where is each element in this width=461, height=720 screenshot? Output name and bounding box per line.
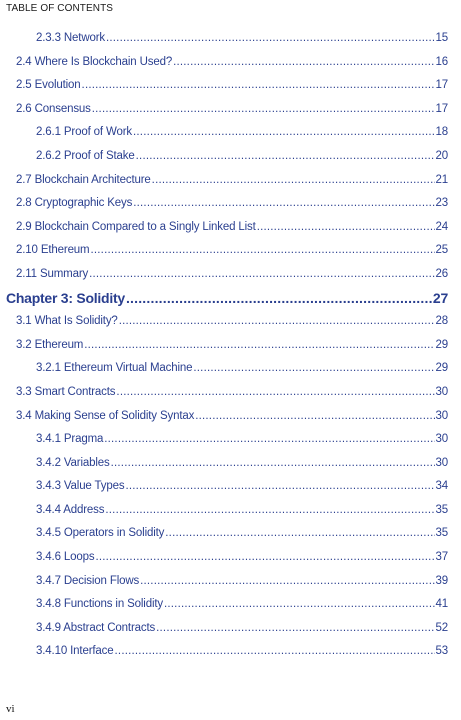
toc-dot-leader [84, 339, 434, 351]
toc-dot-leader [89, 268, 434, 280]
toc-entry-link[interactable] [16, 315, 448, 327]
toc-entry-page: 37 [435, 551, 448, 564]
toc-entry-page: 24 [435, 220, 448, 233]
toc-entry[interactable] [0, 453, 461, 477]
toc-entry-title: 3.3 Smart Contracts [16, 385, 116, 398]
toc-entry[interactable] [0, 99, 461, 123]
toc-entry[interactable] [0, 500, 461, 524]
toc-entry-title: 3.4.1 Pragma [36, 433, 104, 446]
toc-entry-title: 2.3.3 Network [36, 32, 105, 44]
toc-entry[interactable] [0, 122, 461, 146]
toc-dot-leader [165, 527, 434, 539]
toc-entry-title: 3.4.10 Interface [36, 645, 114, 658]
toc-entry[interactable] [0, 52, 461, 76]
toc-entry-link[interactable] [36, 598, 448, 610]
toc-entry-page: 28 [435, 315, 448, 328]
toc-entry-title: 2.10 Ethereum [16, 244, 90, 257]
toc-entry[interactable] [0, 193, 461, 217]
toc-entry-link[interactable] [36, 622, 448, 634]
toc-entry-title: 2.11 Summary [16, 267, 89, 280]
toc-entry-link[interactable] [36, 32, 448, 44]
toc-entry-page: 27 [432, 289, 448, 306]
toc-entry-link[interactable] [16, 221, 448, 233]
toc-entry-title: 3.2 Ethereum [16, 338, 84, 351]
toc-dot-leader [82, 79, 435, 91]
toc-dot-leader [104, 433, 434, 445]
toc-entry-title: 2.9 Blockchain Compared to a Singly Linked List [16, 220, 256, 233]
toc-dot-leader [156, 622, 434, 634]
toc-entry-title: 2.5 Evolution [16, 79, 81, 92]
toc-entry-title: 2.6.2 Proof of Stake [36, 149, 135, 162]
toc-entry-page: 30 [435, 433, 448, 446]
running-head: TABLE OF CONTENTS [6, 3, 114, 14]
toc-dot-leader [115, 645, 435, 657]
toc-entry-page: 41 [435, 598, 448, 611]
toc-entry-page: 26 [435, 267, 448, 280]
toc-entry-link[interactable] [36, 126, 448, 138]
toc-entry-page: 15 [435, 32, 448, 44]
toc-entry-title: 3.4.8 Functions in Solidity [36, 598, 163, 611]
toc-entry-page: 30 [435, 456, 448, 469]
toc-entry-link[interactable] [16, 56, 448, 68]
toc-entry-link[interactable] [36, 150, 448, 162]
toc-entry-page: 18 [435, 126, 448, 139]
toc-entry-page: 29 [435, 338, 448, 351]
toc-entry-link[interactable] [16, 79, 448, 91]
toc-entry[interactable] [0, 523, 461, 547]
toc-dot-leader [195, 410, 434, 422]
toc-entry-link[interactable] [36, 433, 448, 445]
toc-entry[interactable] [0, 594, 461, 618]
toc-dot-leader [152, 174, 435, 186]
toc-entry-page: 29 [435, 362, 448, 375]
toc-entry[interactable] [0, 264, 461, 288]
toc-entry-link[interactable] [16, 386, 448, 398]
toc-entry-page: 39 [435, 574, 448, 587]
toc-entry-link[interactable] [16, 174, 448, 186]
toc-dot-leader [193, 362, 434, 374]
toc-entry-page: 35 [435, 503, 448, 516]
toc-entry[interactable] [0, 240, 461, 264]
toc-dot-leader [105, 504, 434, 516]
toc-dot-leader [136, 150, 435, 162]
toc-entry[interactable] [0, 429, 461, 453]
toc-entry[interactable] [0, 75, 461, 99]
toc-dot-leader [126, 290, 432, 306]
toc-entry-title: 3.4.4 Address [36, 503, 105, 516]
toc-chapter-entry[interactable] [0, 288, 461, 312]
toc-dot-leader [133, 197, 434, 209]
toc-entry-title: 3.4.2 Variables [36, 456, 110, 469]
toc-entry-page: 23 [435, 197, 448, 210]
toc-entry[interactable] [0, 406, 461, 430]
toc-entry-link[interactable] [36, 551, 448, 563]
toc-entry-link[interactable] [36, 362, 448, 374]
toc-dot-leader [257, 221, 435, 233]
toc-entry[interactable] [0, 641, 461, 665]
toc-entry[interactable] [0, 571, 461, 595]
toc-dot-leader [164, 598, 435, 610]
toc-entry[interactable] [0, 382, 461, 406]
page-number: vi [6, 703, 15, 715]
toc-entry-link[interactable] [16, 268, 448, 280]
toc-entry-link[interactable] [36, 480, 448, 492]
toc-entry-title: Chapter 3: Solidity [6, 289, 125, 306]
toc-entry-title: 3.4.6 Loops [36, 551, 95, 564]
table-of-contents [0, 28, 461, 665]
toc-entry-title: 3.4 Making Sense of Solidity Syntax [16, 409, 195, 422]
toc-entry-link[interactable] [36, 527, 448, 539]
toc-entry-link[interactable] [6, 290, 448, 306]
toc-dot-leader [125, 480, 434, 492]
toc-entry-title: 3.4.3 Value Types [36, 480, 125, 493]
toc-entry-link[interactable] [16, 197, 448, 209]
toc-entry-link[interactable] [16, 244, 448, 256]
toc-entry-title: 2.7 Blockchain Architecture [16, 173, 151, 186]
toc-entry[interactable] [0, 311, 461, 335]
toc-entry-title: 2.6.1 Proof of Work [36, 126, 133, 139]
toc-entry-link[interactable] [16, 410, 448, 422]
toc-dot-leader [106, 32, 435, 44]
toc-entry[interactable] [0, 28, 461, 52]
toc-dot-leader [116, 386, 434, 398]
toc-entry-title: 3.4.5 Operators in Solidity [36, 527, 165, 540]
toc-entry-title: 3.2.1 Ethereum Virtual Machine [36, 362, 193, 375]
toc-entry-link[interactable] [16, 339, 448, 351]
toc-entry-title: 2.4 Where Is Blockchain Used? [16, 55, 173, 68]
toc-dot-leader [92, 103, 435, 115]
toc-entry-page: 17 [435, 102, 448, 115]
toc-entry[interactable] [0, 476, 461, 500]
toc-entry-page: 21 [435, 173, 448, 186]
toc-entry[interactable] [0, 618, 461, 642]
toc-entry[interactable] [0, 146, 461, 170]
toc-entry-link[interactable] [36, 457, 448, 469]
toc-dot-leader [133, 126, 434, 138]
toc-dot-leader [173, 56, 434, 68]
toc-entry-link[interactable] [36, 645, 448, 657]
toc-entry-page: 35 [435, 527, 448, 540]
toc-entry-link[interactable] [36, 575, 448, 587]
toc-dot-leader [140, 575, 434, 587]
toc-entry[interactable] [0, 335, 461, 359]
toc-entry-page: 52 [435, 621, 448, 634]
toc-entry-page: 16 [435, 55, 448, 68]
toc-entry-page: 25 [435, 244, 448, 257]
toc-dot-leader [119, 315, 435, 327]
toc-entry-page: 30 [435, 409, 448, 422]
toc-entry-title: 3.4.7 Decision Flows [36, 574, 140, 587]
toc-entry[interactable] [0, 217, 461, 241]
toc-entry-link[interactable] [16, 103, 448, 115]
toc-entry-page: 34 [435, 480, 448, 493]
toc-entry-page: 20 [435, 149, 448, 162]
toc-entry-title: 3.1 What Is Solidity? [16, 315, 118, 328]
toc-dot-leader [111, 457, 435, 469]
toc-entry-link[interactable] [36, 504, 448, 516]
toc-entry-title: 3.4.9 Abstract Contracts [36, 621, 156, 634]
toc-entry-page: 53 [435, 645, 448, 658]
toc-entry-page: 17 [435, 79, 448, 92]
toc-entry-page: 30 [435, 385, 448, 398]
toc-dot-leader [95, 551, 434, 563]
toc-entry-title: 2.8 Cryptographic Keys [16, 197, 133, 210]
toc-entry-title: 2.6 Consensus [16, 102, 91, 115]
toc-entry[interactable] [0, 358, 461, 382]
toc-entry[interactable] [0, 547, 461, 571]
toc-dot-leader [91, 244, 435, 256]
toc-entry[interactable] [0, 170, 461, 194]
